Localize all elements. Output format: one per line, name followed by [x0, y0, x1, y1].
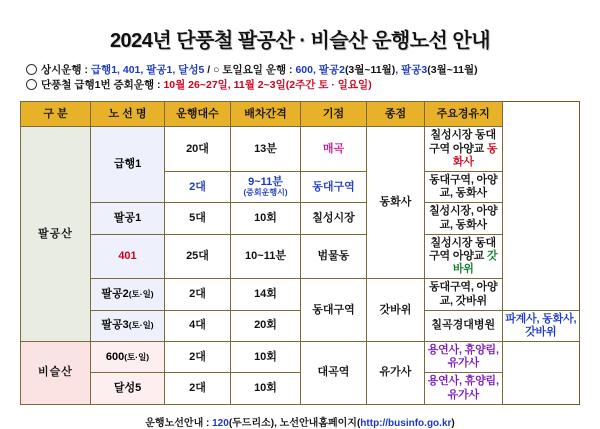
vehicle-count-cell: 20대 — [165, 127, 231, 172]
route-name-cell — [91, 373, 165, 404]
via-cell — [425, 172, 503, 203]
route-name: 팔공1 — [113, 211, 142, 224]
footer-prefix: 운행노선안내 : — [145, 417, 213, 429]
via-cell — [502, 310, 580, 341]
route-name: 팔공2 — [101, 287, 129, 300]
note-segment: , 팔공3 — [395, 64, 428, 76]
start-point-cell: 동대구역 — [301, 279, 367, 342]
via-segment: 칠성시장, 아양교, 동화사 — [429, 205, 498, 231]
start-point-cell: 대곡역 — [301, 342, 367, 405]
page-title: 2024년 단풍철 팔공산 · 비슬산 운행노선 안내 — [109, 30, 491, 52]
route-name-cell — [91, 234, 165, 279]
interval-cell — [231, 203, 301, 234]
via-segment: 갓바위 — [452, 249, 498, 276]
note-segment: 상시운행 : — [41, 64, 91, 76]
via-cell — [425, 342, 503, 373]
end-point-cell: 갓바위 — [367, 279, 425, 342]
group-cell: 비슬산 — [21, 342, 91, 405]
route-name-cell — [91, 127, 165, 203]
table-row — [21, 310, 580, 341]
interval-note: (증회운행시) — [243, 188, 288, 198]
via-cell — [425, 127, 503, 172]
th-via: 주요경유지 — [425, 102, 503, 127]
route-name: 급행1 — [113, 158, 142, 171]
schedule-table — [20, 101, 580, 404]
table-header-row — [21, 102, 580, 127]
note-line-1 — [26, 63, 580, 78]
interval-value: 13분 — [254, 142, 277, 155]
via-cell — [425, 373, 503, 404]
footer-middle: , 노선안내홈페이지( — [274, 417, 361, 429]
route-name-sub: (토·일) — [124, 351, 150, 362]
table-body — [21, 127, 580, 404]
table-header — [21, 102, 580, 127]
table-row — [21, 279, 580, 310]
table-row — [21, 234, 580, 279]
table-row — [21, 203, 580, 234]
interval-cell — [231, 127, 301, 172]
table-row — [21, 373, 580, 404]
note-line-2 — [26, 78, 580, 93]
vehicle-count-cell: 2대 — [165, 172, 231, 203]
interval-cell — [231, 279, 301, 310]
vehicle-count-cell: 2대 — [165, 342, 231, 373]
via-segment: 칠성시장 동대구역 아양교 — [429, 236, 496, 262]
vehicle-count-cell: 2대 — [165, 279, 231, 310]
interval-value: 10~11분 — [245, 249, 286, 262]
table-row — [21, 342, 580, 373]
footer-suffix: ) — [451, 417, 455, 429]
th-gubun: 구 분 — [21, 102, 91, 127]
group-cell: 팔공산 — [21, 127, 91, 342]
route-name: 달성5 — [113, 382, 142, 395]
start-point-cell: 매곡 — [301, 127, 367, 172]
table-row — [21, 127, 580, 172]
start-point-cell: 동대구역 — [301, 172, 367, 203]
via-segment: 동대구역, 아양교, 동화사 — [429, 174, 498, 200]
footer-url: http://businfo.go.kr — [360, 417, 452, 429]
route-name-sub: (토·일) — [128, 320, 154, 331]
via-cell — [425, 279, 503, 310]
route-name-cell — [91, 310, 165, 341]
interval-value: 20회 — [254, 319, 277, 332]
interval-cell — [231, 172, 301, 203]
note-segment: (3월~11월) — [427, 64, 478, 76]
interval-value: 9~11분 — [248, 176, 283, 189]
route-name-cell — [91, 279, 165, 310]
bullet-icon — [26, 64, 37, 75]
interval-cell — [231, 373, 301, 404]
note-segment: ○ 토일요일 운행 : — [210, 64, 296, 76]
footer-phone-note: (두드리소) — [228, 417, 275, 429]
interval-value: 10회 — [254, 211, 277, 224]
via-segment: 파계사, 동화사, 갓바위 — [505, 312, 577, 338]
interval-cell — [231, 234, 301, 279]
note-segment: / — [204, 64, 211, 76]
start-point-cell: 범물동 — [301, 234, 367, 279]
note-segment: 600, 팔공2 — [295, 64, 345, 76]
via-segment: 칠성시장 동대구역 아양교 — [429, 129, 496, 155]
interval-value: 10회 — [254, 382, 277, 395]
th-count: 운행대수 — [165, 102, 231, 127]
route-name-cell — [91, 342, 165, 373]
via-segment: 동대구역, 아양교, 갓바위 — [429, 281, 498, 307]
route-name-cell — [91, 203, 165, 234]
note-segment: (3월~11월) — [344, 64, 396, 76]
vehicle-count-cell: 4대 — [165, 310, 231, 341]
note-segment: 단풍철 급행1번 증회운행 : — [41, 79, 164, 92]
vehicle-count-cell: 5대 — [165, 203, 231, 234]
via-segment: 용연사, 휴양림, 유가사 — [427, 344, 499, 370]
note-segment: 10월 26~27일, 11월 2~3일(2주간 토 · 일요일) — [163, 79, 372, 92]
interval-cell — [231, 310, 301, 341]
route-name-sub: (토·일) — [128, 288, 154, 299]
end-point-cell: 동화사 — [367, 127, 425, 279]
end-point-cell: 유가사 — [367, 342, 425, 405]
start-point-cell: 칠성시장 — [301, 203, 367, 234]
th-start: 기점 — [301, 102, 367, 127]
note-segment: 급행1, 401, 팔공1, 달성5 — [90, 64, 205, 76]
bullet-icon — [26, 79, 37, 90]
th-end: 종점 — [367, 102, 425, 127]
via-segment: 동화사 — [452, 142, 498, 168]
th-interval: 배차간격 — [231, 102, 301, 127]
via-cell — [425, 234, 503, 279]
footer-phone: 120 — [212, 417, 229, 429]
route-name: 팔공3 — [101, 319, 129, 332]
route-name: 600 — [105, 350, 125, 363]
interval-cell — [231, 342, 301, 373]
notes-block — [26, 63, 580, 93]
vehicle-count-cell: 2대 — [165, 373, 231, 404]
via-segment: 용연사, 휴양림, 유가사 — [427, 375, 499, 401]
start-point-cell: 칠곡경대병원 — [425, 310, 503, 341]
via-cell — [425, 203, 503, 234]
th-route: 노 선 명 — [91, 102, 165, 127]
interval-value: 14회 — [254, 287, 277, 300]
interval-value: 10회 — [254, 350, 277, 363]
footer-note — [20, 414, 580, 429]
vehicle-count-cell: 25대 — [165, 234, 231, 279]
route-name: 401 — [118, 249, 137, 262]
